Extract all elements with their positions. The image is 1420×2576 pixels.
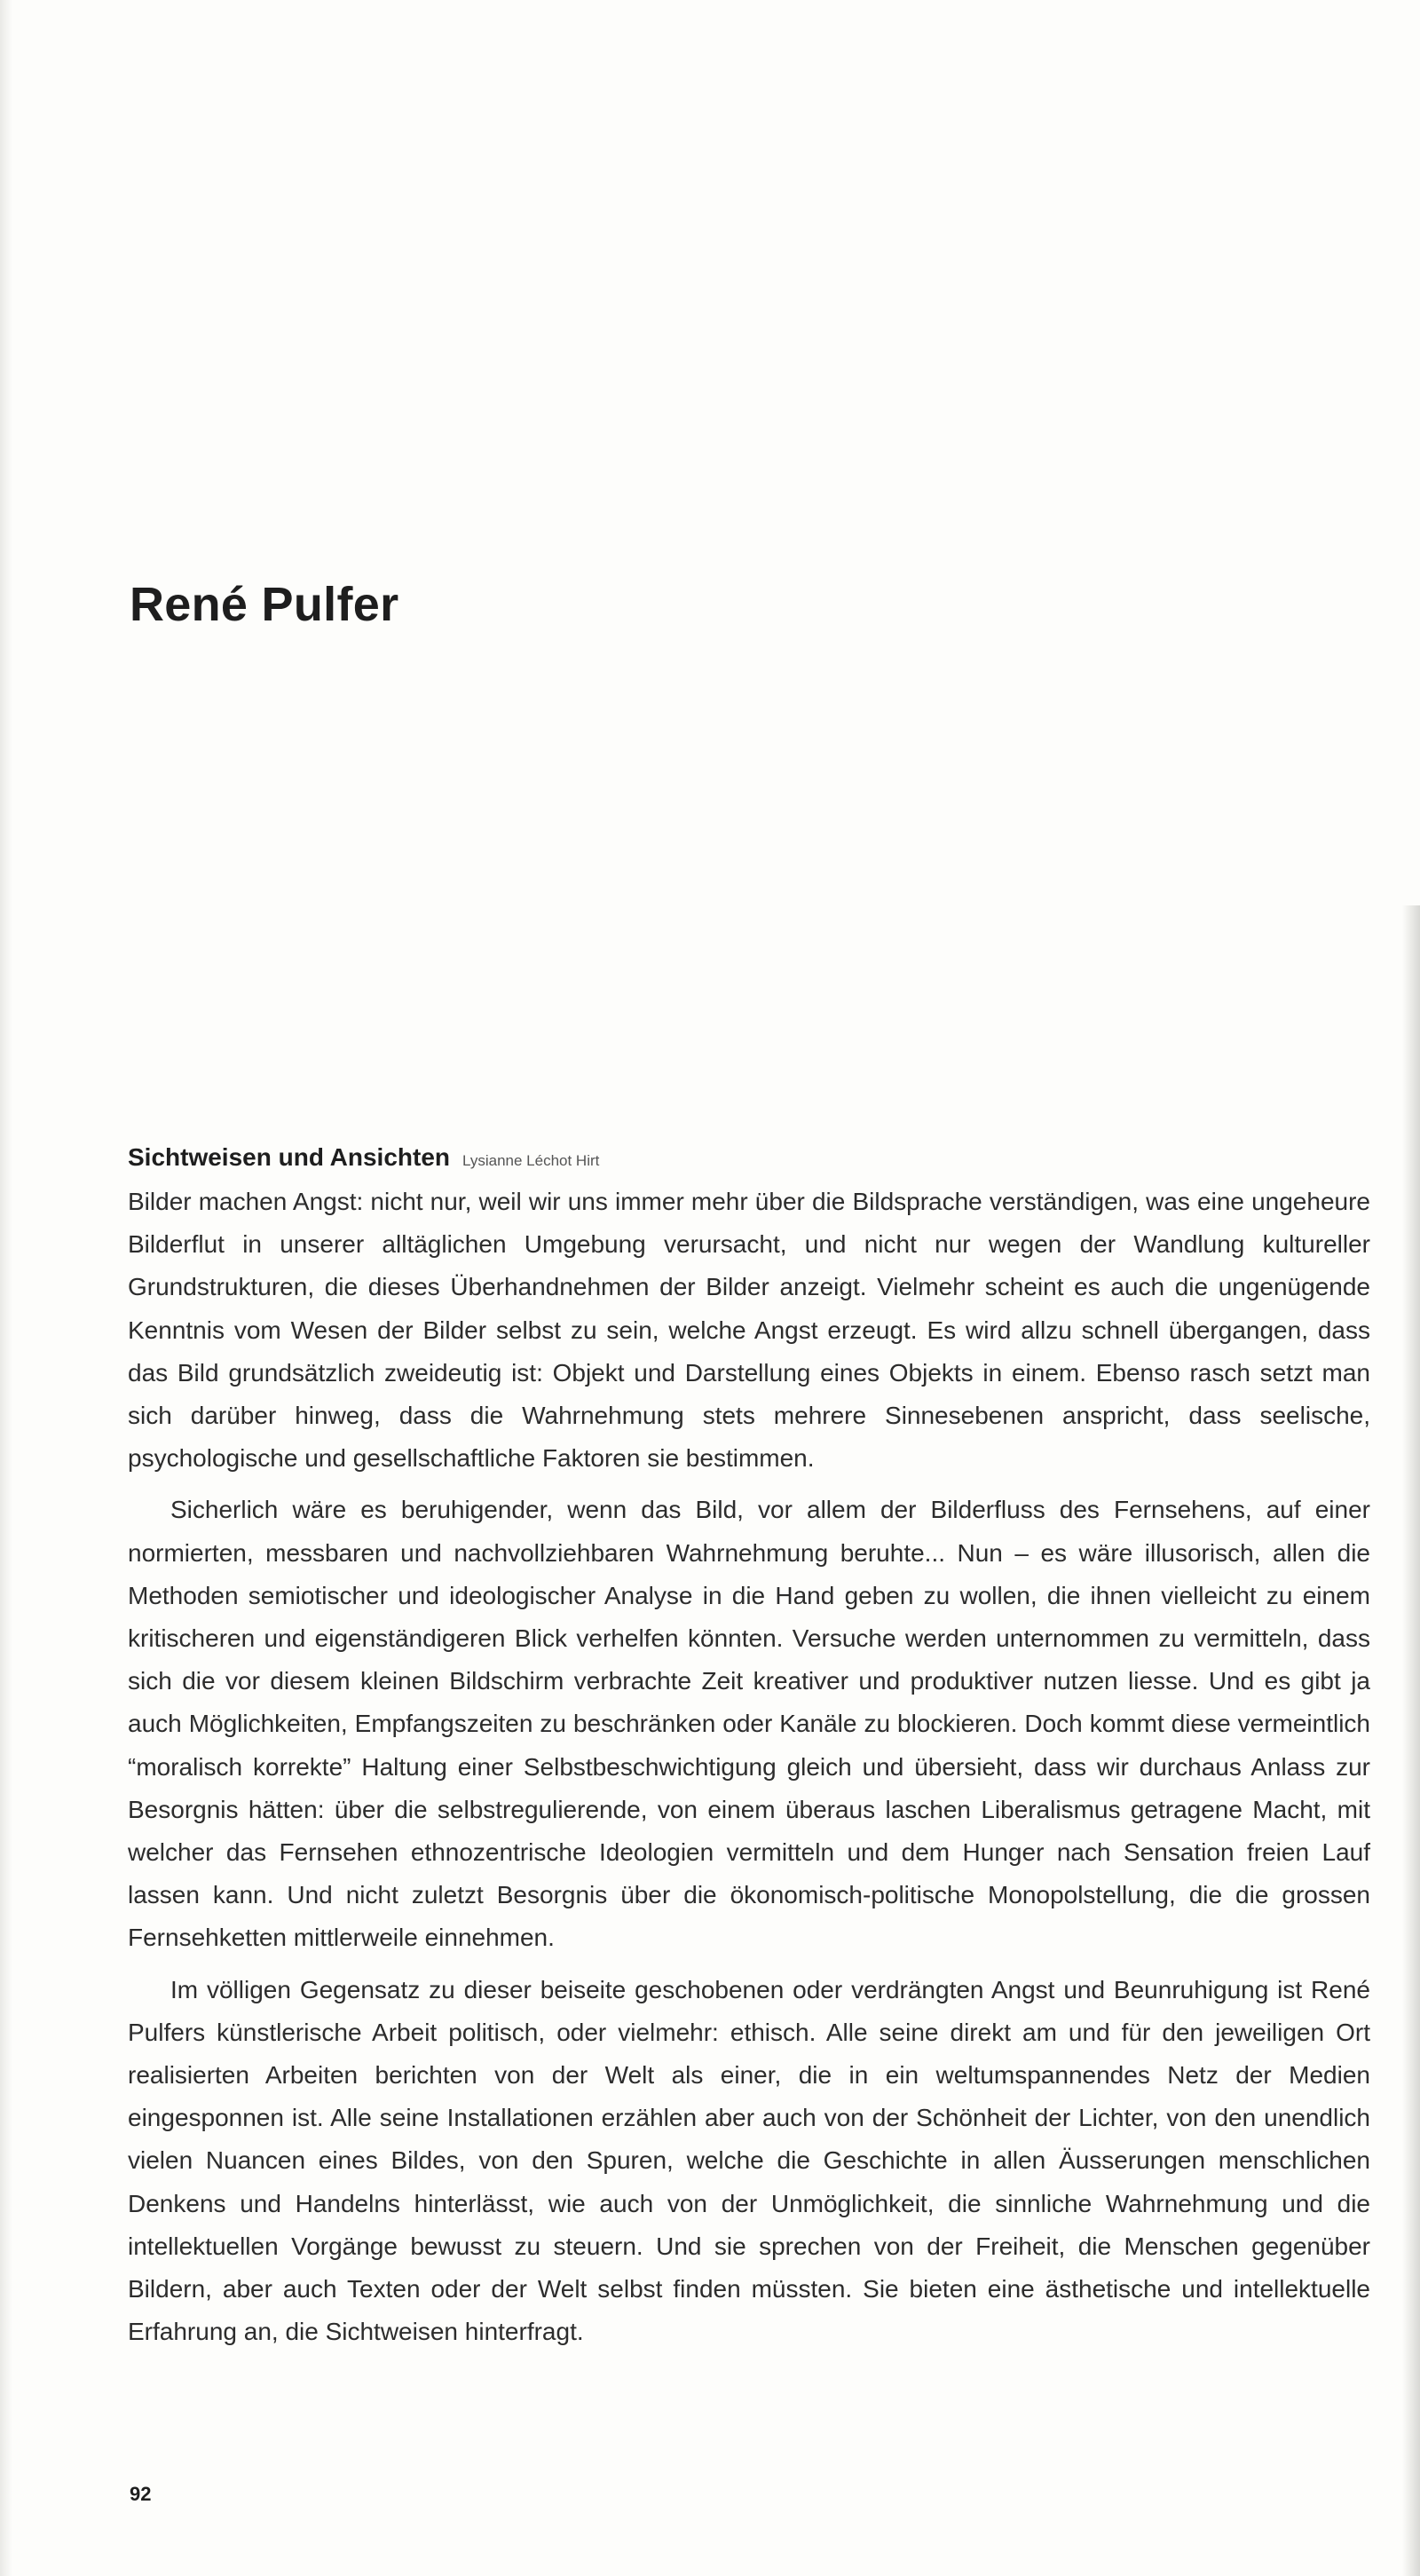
article: [128, 1142, 1370, 2353]
paragraph-1: Bilder machen Angst: nicht nur, weil wir uns immer mehr über die Bildsprache verständigen, was eine ungeheure Bilderflut in unserer alltäglichen Umgebung verursacht, und nicht nur wegen der Wandlung kultureller Grundstrukturen, die dieses Überhandnehmen der Bilder anzeigt. Vielmehr scheint es auch die ungenügende Kenntnis vom Wesen der Bilder selbst zu sein, welche Angst erzeugt. Es wird allzu schnell übergangen, dass das Bild grundsätzlich zweideutig ist: Objekt und Darstellung eines Objekts in einem. Ebenso rasch setzt man sich darüber hinweg, dass die Wahrnehmung stets mehrere Sinnesebenen anspricht, dass seelische, psychologische und gesellschaftliche Faktoren sie bestimmen.: [128, 1188, 1370, 1473]
article-heading-line: [128, 1142, 1370, 1177]
page-edge-shadow: [1402, 905, 1420, 2576]
article-heading: Sichtweisen und Ansichten: [128, 1143, 451, 1171]
article-author: Lysianne Léchot Hirt: [462, 1152, 600, 1169]
paragraph-3: Im völligen Gegensatz zu dieser beiseite geschobenen oder verdrängten Angst und Beunruhigung ist René Pulfers künstlerische Arbeit politisch, oder vielmehr: ethisch. Alle seine direkt am und für den jeweiligen Ort realisierten Arbeiten berichten von der Welt als einer, die in ein weltumspannendes Netz der Medien eingesponnen ist. Alle seine Installationen erzählen aber auch von der Schönheit der Lichter, von den unendlich vielen Nuancen eines Bildes, von den Spuren, welche die Geschichte in allen Äusserungen menschlichen Denkens und Handelns hinterlässt, wie auch von der Unmöglichkeit, die sinnliche Wahrnehmung und die intellektuellen Vorgänge bewusst zu steuern. Und sie sprechen von der Freiheit, die Menschen gegenüber Bildern, aber auch Texten oder der Welt selbst finden müssten. Sie bieten eine ästhetische und intellektuelle Erfahrung an, die Sichtweisen hinterfragt.: [128, 1975, 1370, 2346]
paragraph-2: Sicherlich wäre es beruhigender, wenn das Bild, vor allem der Bilderfluss des Fernsehens, auf einer normierten, messbaren und nachvollziehbaren Wahrnehmung beruhte... Nun – es wäre illusorisch, allen die Methoden semiotischer und ideologischer Analyse in die Hand geben zu wollen, die ihnen vielleicht zu einem kritischeren und eigenständigeren Blick verhelfen könnten. Versuche werden unternommen zu vermitteln, dass sich die vor diesem kleinen Bildschirm verbrachte Zeit kreativer und produktiver nutzen liesse. Und es gibt ja auch Möglichkeiten, Empfangszeiten zu beschränken oder Kanäle zu blockieren. Doch kommt diese vermeintlich “moralisch korrekte” Haltung einer Selbstbeschwichtigung gleich und übersieht, dass wir durchaus Anlass zur Besorgnis hätten: über die selbstregulierende, von einem überaus laschen Liberalismus getragene Macht, mit welcher das Fernsehen ethnozentrische Ideologien vermitteln und dem Hunger nach Sensation freien Lauf lassen kann. Und nicht zuletzt Besorgnis über die ökonomisch-politische Monopolstellung, die die grossen Fernsehketten mittlerweile einnehmen.: [128, 1496, 1370, 1952]
page-title: René Pulfer: [130, 578, 399, 631]
page-number: 92: [130, 2483, 152, 2505]
page-gutter-shadow: [0, 0, 12, 2576]
